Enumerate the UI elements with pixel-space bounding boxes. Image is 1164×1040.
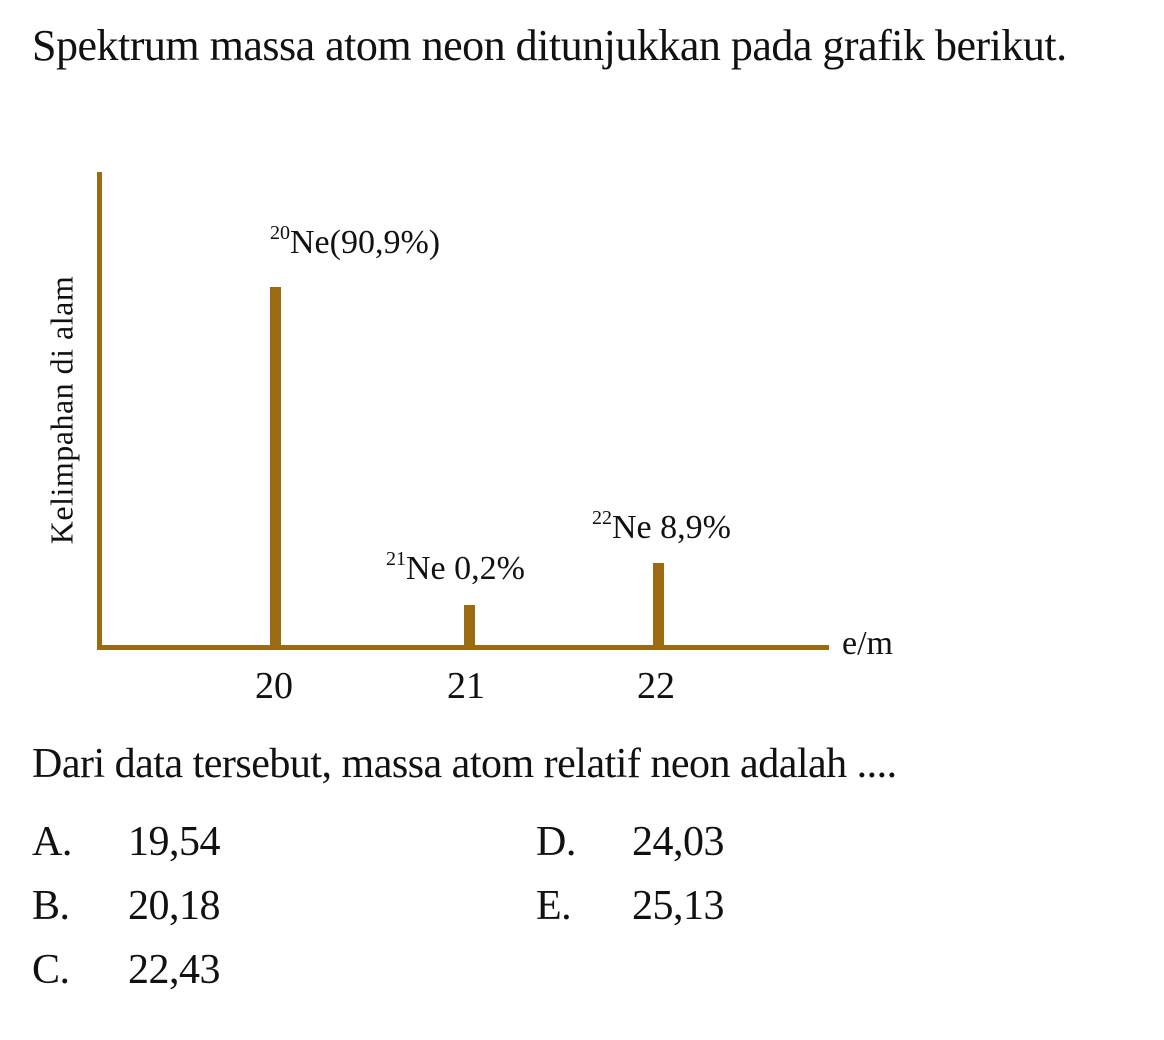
peak-label-ne21: $^{21}$Ne 0,2% bbox=[386, 548, 525, 587]
x-tick-22: 22 bbox=[637, 665, 675, 707]
bar-ne22 bbox=[653, 563, 664, 647]
option-c[interactable]: C. 22,43 bbox=[32, 947, 220, 993]
option-e[interactable]: E. 25,13 bbox=[536, 883, 724, 929]
peak-label-ne22: $^{22}$Ne 8,9% bbox=[592, 507, 731, 546]
x-tick-21: 21 bbox=[447, 665, 485, 707]
x-tick-20: 20 bbox=[255, 665, 293, 707]
y-axis-label: Kelimpahan di alam bbox=[43, 275, 80, 545]
option-d[interactable]: D. 24,03 bbox=[536, 819, 724, 865]
bar-ne20 bbox=[270, 287, 281, 647]
bar-ne21 bbox=[464, 605, 475, 647]
question-text: Dari data tersebut, massa atom relatif neon adalah .... bbox=[32, 741, 897, 787]
y-axis-line bbox=[97, 172, 102, 650]
x-axis-line bbox=[97, 645, 829, 650]
option-b[interactable]: B. 20,18 bbox=[32, 883, 220, 929]
peak-label-ne20: $^{20}$Ne(90,9%) bbox=[270, 222, 441, 261]
intro-text: Spektrum massa atom neon ditunjukkan pada grafik berikut. bbox=[32, 21, 1067, 70]
option-a[interactable]: A. 19,54 bbox=[32, 819, 220, 865]
x-axis-label: e/m bbox=[842, 625, 893, 662]
